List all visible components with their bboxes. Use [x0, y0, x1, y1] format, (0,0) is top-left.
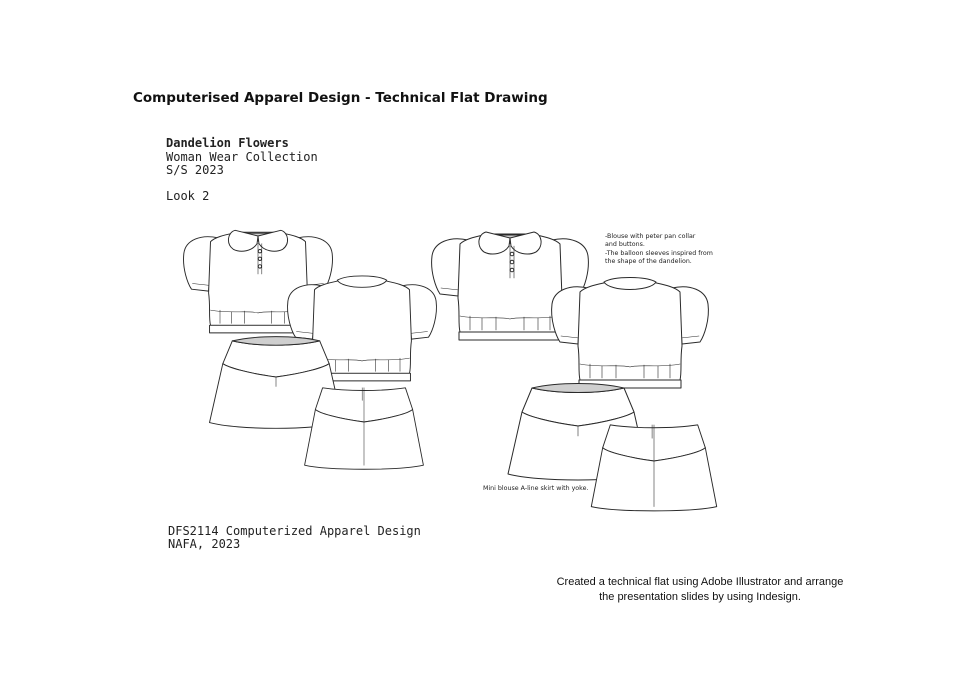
skirt-note: Mini blouse A-line skirt with yoke.	[483, 485, 589, 492]
footer-course: DFS2114 Computerized Apparel Design	[168, 524, 421, 538]
process-caption	[545, 575, 855, 605]
blouse-notes	[605, 233, 725, 267]
blouse-note-line: -Blouse with peter pan collar	[605, 233, 696, 240]
blouse-back-flat-large	[552, 278, 709, 389]
skirt-back-flat-small	[305, 388, 424, 469]
skirt-back-flat-large	[591, 425, 716, 511]
blouse-note-line: and buttons.	[605, 241, 645, 249]
blouse-note-line: the shape of the dandelion.	[605, 258, 692, 266]
caption-line: the presentation slides by using Indesign.	[599, 591, 801, 603]
page-title: Computerised Apparel Design - Technical Flat Drawing	[133, 90, 548, 106]
collection-subtitle: Woman Wear Collection	[166, 150, 318, 164]
blouse-note-line: -The balloon sleeves inspired from	[605, 249, 713, 257]
collection-name: Dandelion Flowers	[166, 136, 289, 150]
collection-season: S/S 2023	[166, 163, 224, 177]
caption-line: Created a technical flat using Adobe Illustrator and arrange	[556, 576, 844, 588]
footer-school: NAFA, 2023	[168, 537, 241, 551]
look-label: Look 2	[166, 189, 210, 203]
